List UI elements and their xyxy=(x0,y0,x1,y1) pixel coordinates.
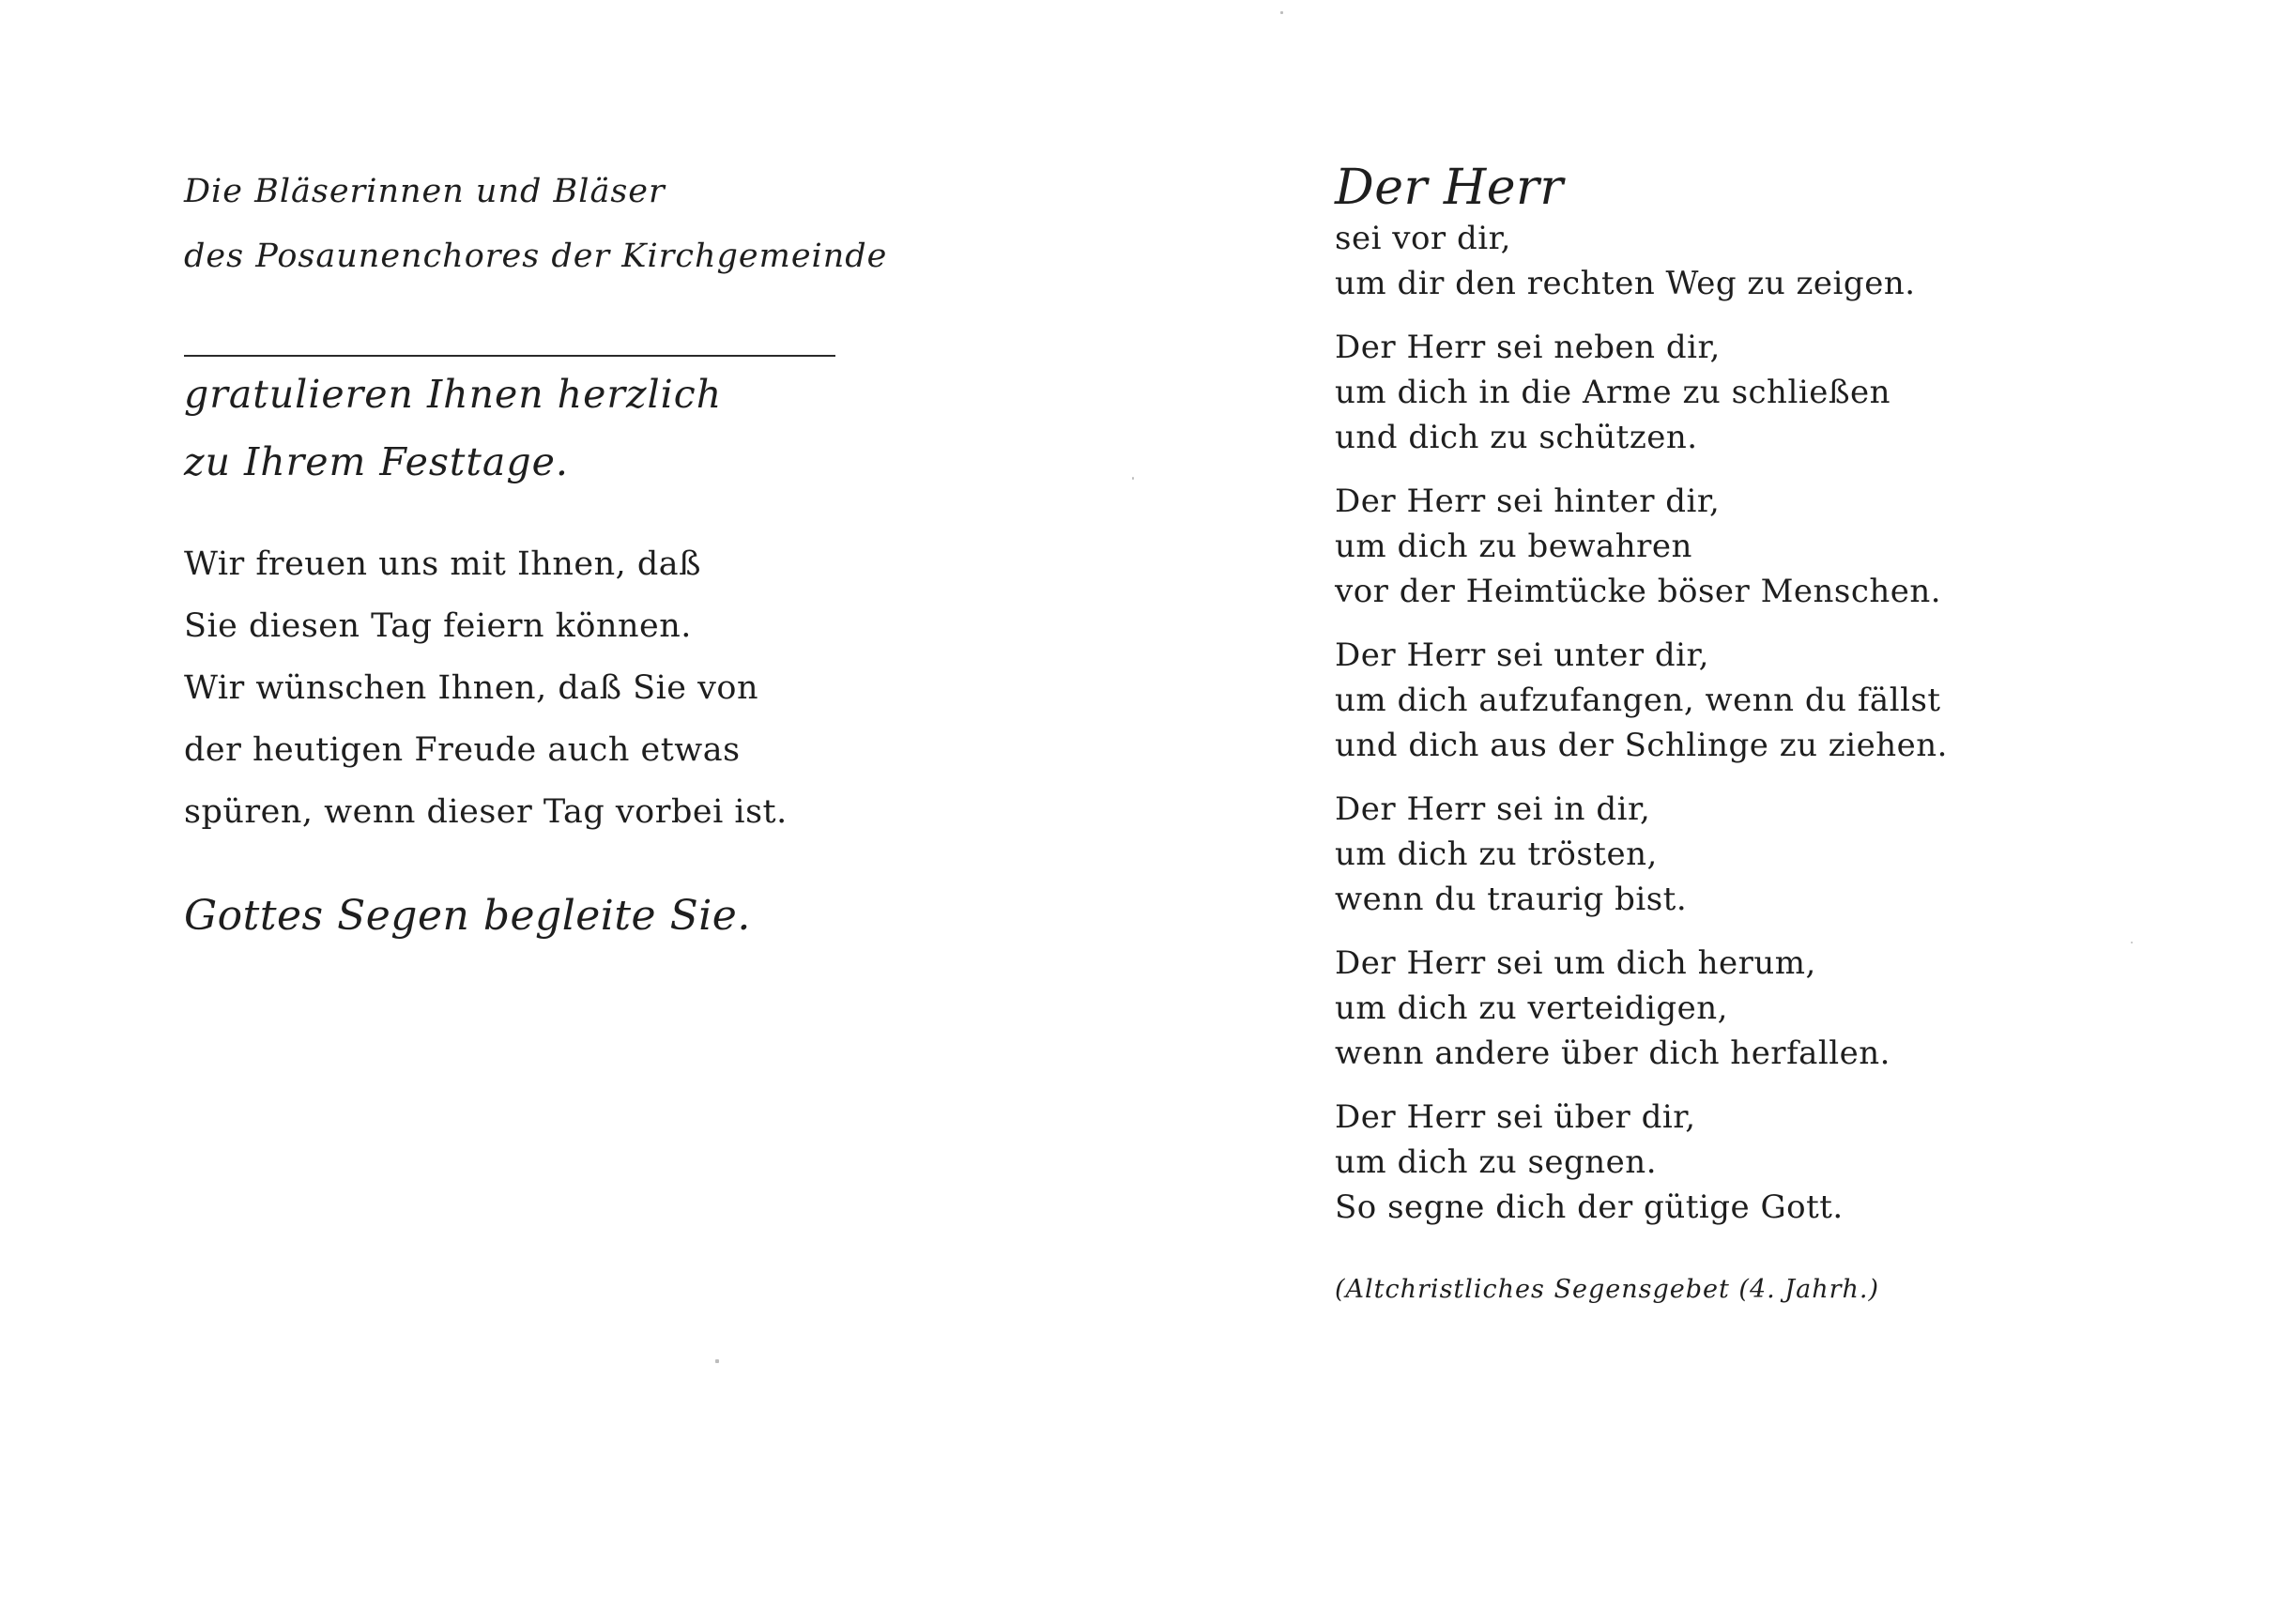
poem-line: Der Herr sei um dich herum, xyxy=(1335,944,1816,982)
poem-stanza xyxy=(1335,633,1992,768)
greeting-line: zu Ihrem Festtage. xyxy=(184,439,569,484)
blessing-line: Gottes Segen begleite Sie. xyxy=(184,892,751,940)
poem-line: sei vor dir, xyxy=(1335,220,1511,257)
poem-stanza xyxy=(1335,941,1992,1076)
poem-line: und dich zu schützen. xyxy=(1335,419,1698,456)
poem-line: wenn du traurig bist. xyxy=(1335,881,1688,918)
poem-line: um dir den rechten Weg zu zeigen. xyxy=(1335,265,1916,302)
wish-line: spüren, wenn dieser Tag vorbei ist. xyxy=(184,793,788,831)
poem-line: um dich zu verteidigen, xyxy=(1335,989,1728,1027)
scan-speck xyxy=(715,1359,719,1363)
intro-block xyxy=(184,160,888,289)
scan-speck xyxy=(2131,942,2133,943)
poem-line: Der Herr sei neben dir, xyxy=(1335,329,1721,366)
poem-line: um dich zu segnen. xyxy=(1335,1143,1658,1181)
poem-title: Der Herr xyxy=(1335,160,1564,216)
poem-line: und dich aus der Schlinge zu ziehen. xyxy=(1335,727,1948,764)
poem-stanza xyxy=(1335,479,1992,614)
poem-stanza xyxy=(1335,216,1992,306)
right-page xyxy=(1335,160,1992,1309)
poem-stanza xyxy=(1335,787,1992,922)
poem-line: wenn andere über dich herfallen. xyxy=(1335,1035,1890,1072)
wish-line: Wir freuen uns mit Ihnen, daß xyxy=(184,545,702,583)
poem-stanza xyxy=(1335,325,1992,460)
wish-line: Wir wünschen Ihnen, daß Sie von xyxy=(184,669,759,707)
poem-line: Der Herr sei über dir, xyxy=(1335,1098,1696,1136)
poem-line: vor der Heimtücke böser Menschen. xyxy=(1335,573,1942,610)
intro-line: Die Bläserinnen und Bläser xyxy=(184,173,666,210)
wish-line: Sie diesen Tag feiern können. xyxy=(184,607,692,645)
poem-line: um dich zu bewahren xyxy=(1335,528,1692,565)
poem-line: Der Herr sei hinter dir, xyxy=(1335,483,1721,520)
greeting-block xyxy=(184,360,860,496)
poem-line: um dich in die Arme zu schließen xyxy=(1335,374,1891,411)
scan-speck xyxy=(1280,11,1283,14)
greeting-line: gratulieren Ihnen herzlich xyxy=(184,372,723,417)
wish-paragraph xyxy=(184,533,860,843)
poem-line: So segne dich der gütige Gott. xyxy=(1335,1188,1844,1226)
intro-line: des Posaunenchores der Kirchgemeinde xyxy=(184,238,888,275)
poem-line: um dich zu trösten, xyxy=(1335,836,1658,873)
left-page xyxy=(184,160,888,944)
name-blank-line xyxy=(184,355,835,357)
poem-stanza xyxy=(1335,1095,1992,1230)
scan-speck xyxy=(1132,477,1134,480)
poem-source: (Altchristliches Segensgebet (4. Jahrh.) xyxy=(1335,1275,1880,1304)
poem-line: Der Herr sei unter dir, xyxy=(1335,636,1709,674)
wish-line: der heutigen Freude auch etwas xyxy=(184,731,741,769)
poem-line: um dich aufzufangen, wenn du fällst xyxy=(1335,682,1941,719)
poem-line: Der Herr sei in dir, xyxy=(1335,790,1651,828)
